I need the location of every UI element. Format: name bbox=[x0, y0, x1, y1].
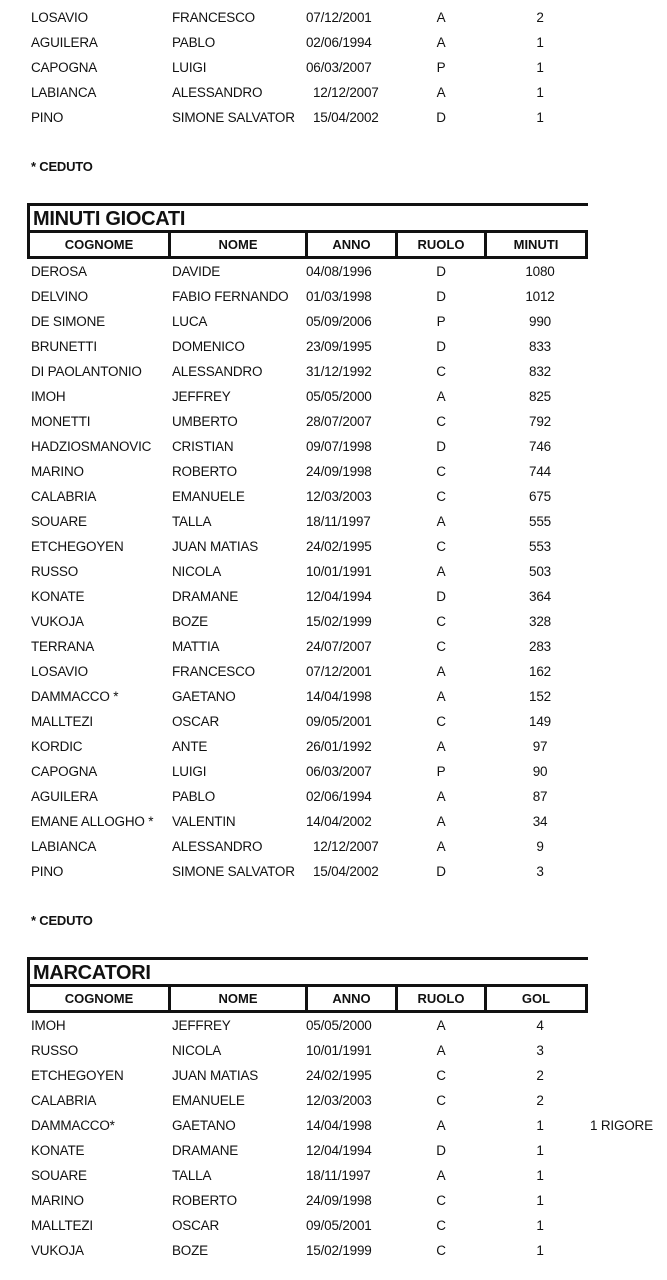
cell-ruolo: C bbox=[436, 1218, 446, 1233]
cell-valore: 97 bbox=[532, 739, 548, 754]
cell-nome: BOZE bbox=[172, 614, 208, 629]
cell-nome: LUCA bbox=[172, 314, 208, 329]
cell-cognome: DEROSA bbox=[31, 264, 87, 279]
table-row bbox=[0, 1238, 667, 1263]
cell-valore: 90 bbox=[532, 764, 548, 779]
header-anno: ANNO bbox=[308, 233, 398, 256]
cell-cognome: PINO bbox=[31, 864, 64, 879]
cell-nome: UMBERTO bbox=[172, 414, 238, 429]
cell-valore: 1012 bbox=[525, 289, 555, 304]
cell-cognome: HADZIOSMANOVIC bbox=[31, 439, 152, 454]
cell-anno: 12/12/2007 bbox=[313, 85, 379, 100]
cell-cognome: RUSSO bbox=[31, 564, 79, 579]
cell-anno: 12/04/1994 bbox=[306, 1143, 372, 1158]
cell-nome: JUAN MATIAS bbox=[172, 1068, 259, 1083]
table-row bbox=[0, 834, 667, 859]
cell-anno: 06/03/2007 bbox=[306, 764, 372, 779]
table-row bbox=[0, 784, 667, 809]
cell-ruolo: A bbox=[436, 1043, 446, 1058]
cell-anno: 06/03/2007 bbox=[306, 60, 372, 75]
cell-anno: 15/04/2002 bbox=[313, 110, 379, 125]
cell-anno: 12/03/2003 bbox=[306, 1093, 372, 1108]
cell-cognome: LABIANCA bbox=[31, 839, 97, 854]
cell-valore: 1 bbox=[536, 1243, 544, 1258]
cell-anno: 24/07/2007 bbox=[306, 639, 372, 654]
table-row bbox=[0, 359, 667, 384]
cell-nome: TALLA bbox=[172, 514, 212, 529]
table-row bbox=[0, 609, 667, 634]
cell-ruolo: C bbox=[436, 639, 446, 654]
cell-anno: 24/09/1998 bbox=[306, 1193, 372, 1208]
cell-anno: 04/08/1996 bbox=[306, 264, 372, 279]
cell-nome: DOMENICO bbox=[172, 339, 245, 354]
cell-cognome: DI PAOLANTONIO bbox=[31, 364, 142, 379]
cell-valore: 3 bbox=[536, 1043, 544, 1058]
header-nome: NOME bbox=[171, 987, 308, 1010]
cell-nome: EMANUELE bbox=[172, 489, 245, 504]
cell-valore: 1 bbox=[536, 1118, 544, 1133]
cell-ruolo: D bbox=[436, 864, 446, 879]
cell-cognome: PINO bbox=[31, 110, 64, 125]
cell-ruolo: A bbox=[436, 839, 446, 854]
table-row bbox=[0, 434, 667, 459]
cell-cognome: IMOH bbox=[31, 389, 66, 404]
cell-anno: 12/04/1994 bbox=[306, 589, 372, 604]
cell-anno: 01/03/1998 bbox=[306, 289, 372, 304]
marcatori-title-box bbox=[27, 957, 588, 985]
cell-nome: MATTIA bbox=[172, 639, 220, 654]
cell-anno: 09/07/1998 bbox=[306, 439, 372, 454]
cell-ruolo: D bbox=[436, 589, 446, 604]
cell-nome: OSCAR bbox=[172, 1218, 220, 1233]
cell-ruolo: A bbox=[436, 389, 446, 404]
cell-anno: 14/04/1998 bbox=[306, 1118, 372, 1133]
cell-valore: 283 bbox=[529, 639, 551, 654]
cell-cognome: LOSAVIO bbox=[31, 10, 88, 25]
cell-anno: 26/01/1992 bbox=[306, 739, 372, 754]
minuti-giocati-title-box bbox=[27, 203, 588, 231]
table-row bbox=[0, 734, 667, 759]
cell-cognome: MALLTEZI bbox=[31, 1218, 93, 1233]
cell-valore: 1080 bbox=[525, 264, 555, 279]
minuti-giocati-title: MINUTI GIOCATI bbox=[33, 208, 186, 230]
cell-valore: 2 bbox=[536, 10, 544, 25]
table-row bbox=[0, 1138, 667, 1163]
cell-nome: LUIGI bbox=[172, 764, 207, 779]
cell-nome: OSCAR bbox=[172, 714, 220, 729]
table-row bbox=[0, 1038, 667, 1063]
cell-cognome: ETCHEGOYEN bbox=[31, 539, 124, 554]
table-row bbox=[0, 384, 667, 409]
cell-ruolo: P bbox=[436, 314, 446, 329]
table-row bbox=[0, 1213, 667, 1238]
cell-cognome: DAMMACCO * bbox=[31, 689, 119, 704]
table-row bbox=[0, 5, 667, 30]
cell-valore: 990 bbox=[529, 314, 551, 329]
cell-cognome: EMANE ALLOGHO * bbox=[31, 814, 154, 829]
cell-ruolo: P bbox=[436, 60, 446, 75]
cell-cognome: CALABRIA bbox=[31, 1093, 97, 1108]
cell-valore: 553 bbox=[529, 539, 551, 554]
cell-nome: PABLO bbox=[172, 35, 216, 50]
cell-nome: ALESSANDRO bbox=[172, 839, 263, 854]
cell-anno: 05/09/2006 bbox=[306, 314, 372, 329]
cell-anno: 10/01/1991 bbox=[306, 1043, 372, 1058]
cell-nome: ALESSANDRO bbox=[172, 364, 263, 379]
cell-valore: 87 bbox=[532, 789, 548, 804]
cell-cognome: DE SIMONE bbox=[31, 314, 105, 329]
cell-anno: 12/12/2007 bbox=[313, 839, 379, 854]
cell-anno: 31/12/1992 bbox=[306, 364, 372, 379]
table-row bbox=[0, 334, 667, 359]
header-ruolo: RUOLO bbox=[398, 987, 487, 1010]
cell-anno: 23/09/1995 bbox=[306, 339, 372, 354]
cell-valore: 792 bbox=[529, 414, 551, 429]
cell-cognome: MARINO bbox=[31, 1193, 84, 1208]
table-row bbox=[0, 759, 667, 784]
cell-anno: 07/12/2001 bbox=[306, 10, 372, 25]
cell-cognome: LOSAVIO bbox=[31, 664, 88, 679]
cell-valore: 162 bbox=[529, 664, 551, 679]
cell-anno: 10/01/1991 bbox=[306, 564, 372, 579]
cell-valore: 1 bbox=[536, 110, 544, 125]
table-row bbox=[0, 534, 667, 559]
cell-valore: 3 bbox=[536, 864, 544, 879]
table-row bbox=[0, 1163, 667, 1188]
cell-nome: FABIO FERNANDO bbox=[172, 289, 289, 304]
cell-ruolo: C bbox=[436, 614, 446, 629]
cell-nome: ROBERTO bbox=[172, 1193, 237, 1208]
cell-anno: 15/04/2002 bbox=[313, 864, 379, 879]
cell-anno: 02/06/1994 bbox=[306, 35, 372, 50]
cell-valore: 503 bbox=[529, 564, 551, 579]
cell-nome: TALLA bbox=[172, 1168, 212, 1183]
cell-anno: 05/05/2000 bbox=[306, 1018, 372, 1033]
cell-cognome: IMOH bbox=[31, 1018, 66, 1033]
cell-anno: 24/09/1998 bbox=[306, 464, 372, 479]
cell-ruolo: A bbox=[436, 35, 446, 50]
marcatori-title: MARCATORI bbox=[33, 962, 151, 984]
cell-nome: FRANCESCO bbox=[172, 664, 255, 679]
cell-ruolo: A bbox=[436, 689, 446, 704]
cell-cognome: KORDIC bbox=[31, 739, 83, 754]
table-row bbox=[0, 1113, 667, 1138]
cell-cognome: CAPOGNA bbox=[31, 764, 98, 779]
header-cognome: COGNOME bbox=[30, 987, 171, 1010]
cell-cognome: KONATE bbox=[31, 1143, 85, 1158]
header-ruolo: RUOLO bbox=[398, 233, 487, 256]
table-row bbox=[0, 105, 667, 130]
cell-valore: 1 bbox=[536, 85, 544, 100]
cell-nome: NICOLA bbox=[172, 564, 222, 579]
cell-ruolo: C bbox=[436, 489, 446, 504]
marcatori-header bbox=[27, 984, 588, 1013]
cell-valore: 833 bbox=[529, 339, 551, 354]
cell-ruolo: C bbox=[436, 364, 446, 379]
cell-anno: 12/03/2003 bbox=[306, 489, 372, 504]
cell-cognome: DAMMACCO* bbox=[31, 1118, 115, 1133]
cell-ruolo: D bbox=[436, 110, 446, 125]
cell-cognome: ETCHEGOYEN bbox=[31, 1068, 124, 1083]
cell-nome: JUAN MATIAS bbox=[172, 539, 259, 554]
cell-ruolo: C bbox=[436, 1068, 446, 1083]
cell-anno: 15/02/1999 bbox=[306, 614, 372, 629]
cell-valore: 152 bbox=[529, 689, 551, 704]
minuti-giocati-header bbox=[27, 230, 588, 259]
cell-anno: 14/04/1998 bbox=[306, 689, 372, 704]
cell-nome: VALENTIN bbox=[172, 814, 236, 829]
cell-ruolo: D bbox=[436, 339, 446, 354]
cell-nome: SIMONE SALVATOR bbox=[172, 110, 295, 125]
cell-valore: 746 bbox=[529, 439, 551, 454]
cell-valore: 2 bbox=[536, 1093, 544, 1108]
table-row bbox=[0, 559, 667, 584]
cell-nome: GAETANO bbox=[172, 1118, 236, 1133]
cell-nome: JEFFREY bbox=[172, 389, 231, 404]
cell-valore: 832 bbox=[529, 364, 551, 379]
table-row bbox=[0, 409, 667, 434]
table-row bbox=[0, 509, 667, 534]
table-row bbox=[0, 284, 667, 309]
cell-ruolo: D bbox=[436, 289, 446, 304]
cell-nome: CRISTIAN bbox=[172, 439, 234, 454]
cell-valore: 1 bbox=[536, 35, 544, 50]
cell-valore: 744 bbox=[529, 464, 551, 479]
cell-valore: 1 bbox=[536, 1193, 544, 1208]
cell-ruolo: D bbox=[436, 264, 446, 279]
cell-ruolo: A bbox=[436, 739, 446, 754]
ceduto-note-minuti: * CEDUTO bbox=[31, 913, 93, 928]
cell-valore: 2 bbox=[536, 1068, 544, 1083]
table-row bbox=[0, 859, 667, 884]
table-row bbox=[0, 55, 667, 80]
cell-nome: DAVIDE bbox=[172, 264, 221, 279]
table-row bbox=[0, 1188, 667, 1213]
cell-valore: 149 bbox=[529, 714, 551, 729]
header-anno: ANNO bbox=[308, 987, 398, 1010]
table-row bbox=[0, 80, 667, 105]
cell-ruolo: A bbox=[436, 664, 446, 679]
cell-cognome: KONATE bbox=[31, 589, 85, 604]
cell-nome: LUIGI bbox=[172, 60, 207, 75]
cell-cognome: VUKOJA bbox=[31, 614, 84, 629]
cell-ruolo: P bbox=[436, 764, 446, 779]
cell-ruolo: C bbox=[436, 1243, 446, 1258]
cell-cognome: MONETTI bbox=[31, 414, 91, 429]
cell-ruolo: D bbox=[436, 1143, 446, 1158]
cell-ruolo: C bbox=[436, 414, 446, 429]
cell-valore: 825 bbox=[529, 389, 551, 404]
cell-valore: 34 bbox=[532, 814, 548, 829]
cell-valore: 1 bbox=[536, 1218, 544, 1233]
cell-ruolo: A bbox=[436, 1168, 446, 1183]
cell-nome: DRAMANE bbox=[172, 1143, 239, 1158]
cell-anno: 09/05/2001 bbox=[306, 1218, 372, 1233]
cell-cognome: BRUNETTI bbox=[31, 339, 97, 354]
table-row bbox=[0, 659, 667, 684]
cell-cognome: MARINO bbox=[31, 464, 84, 479]
table-row bbox=[0, 634, 667, 659]
cell-anno: 24/02/1995 bbox=[306, 1068, 372, 1083]
table-row bbox=[0, 709, 667, 734]
table-row bbox=[0, 809, 667, 834]
cell-nome: JEFFREY bbox=[172, 1018, 231, 1033]
table-row bbox=[0, 309, 667, 334]
cell-ruolo: A bbox=[436, 814, 446, 829]
cell-ruolo: C bbox=[436, 714, 446, 729]
cell-ruolo: A bbox=[436, 789, 446, 804]
cell-nome: GAETANO bbox=[172, 689, 236, 704]
cell-ruolo: A bbox=[436, 10, 446, 25]
cell-cognome: DELVINO bbox=[31, 289, 88, 304]
cell-anno: 05/05/2000 bbox=[306, 389, 372, 404]
cell-nome: ANTE bbox=[172, 739, 208, 754]
cell-valore: 1 bbox=[536, 1168, 544, 1183]
cell-cognome: LABIANCA bbox=[31, 85, 97, 100]
cell-ruolo: A bbox=[436, 514, 446, 529]
cell-nome: ROBERTO bbox=[172, 464, 237, 479]
cell-valore: 9 bbox=[536, 839, 544, 854]
header-nome: NOME bbox=[171, 233, 308, 256]
cell-ruolo: D bbox=[436, 439, 446, 454]
cell-nome: NICOLA bbox=[172, 1043, 222, 1058]
cell-ruolo: A bbox=[436, 564, 446, 579]
cell-cognome: MALLTEZI bbox=[31, 714, 93, 729]
table-row bbox=[0, 1063, 667, 1088]
cell-nome: EMANUELE bbox=[172, 1093, 245, 1108]
cell-cognome: SOUARE bbox=[31, 1168, 87, 1183]
cell-anno: 02/06/1994 bbox=[306, 789, 372, 804]
cell-note: 1 RIGORE bbox=[590, 1118, 653, 1133]
cell-anno: 18/11/1997 bbox=[306, 1168, 371, 1183]
cell-anno: 15/02/1999 bbox=[306, 1243, 372, 1258]
cell-ruolo: A bbox=[436, 1018, 446, 1033]
cell-cognome: AGUILERA bbox=[31, 789, 98, 804]
cell-cognome: TERRANA bbox=[31, 639, 95, 654]
ceduto-note-top: * CEDUTO bbox=[31, 159, 93, 174]
table-row bbox=[0, 484, 667, 509]
cell-ruolo: A bbox=[436, 1118, 446, 1133]
cell-cognome: CALABRIA bbox=[31, 489, 97, 504]
cell-nome: PABLO bbox=[172, 789, 216, 804]
cell-nome: FRANCESCO bbox=[172, 10, 255, 25]
cell-valore: 364 bbox=[529, 589, 551, 604]
cell-ruolo: C bbox=[436, 1093, 446, 1108]
cell-cognome: VUKOJA bbox=[31, 1243, 84, 1258]
cell-anno: 07/12/2001 bbox=[306, 664, 372, 679]
cell-anno: 14/04/2002 bbox=[306, 814, 372, 829]
cell-valore: 328 bbox=[529, 614, 551, 629]
cell-valore: 555 bbox=[529, 514, 551, 529]
cell-ruolo: C bbox=[436, 1193, 446, 1208]
cell-nome: DRAMANE bbox=[172, 589, 239, 604]
cell-valore: 1 bbox=[536, 1143, 544, 1158]
cell-ruolo: C bbox=[436, 464, 446, 479]
cell-valore: 675 bbox=[529, 489, 551, 504]
header-minuti: MINUTI bbox=[513, 237, 559, 252]
table-row bbox=[0, 1088, 667, 1113]
table-row bbox=[0, 1013, 667, 1038]
cell-valore: 4 bbox=[536, 1018, 544, 1033]
cell-cognome: AGUILERA bbox=[31, 35, 98, 50]
cell-anno: 18/11/1997 bbox=[306, 514, 371, 529]
cell-cognome: CAPOGNA bbox=[31, 60, 98, 75]
cell-cognome: SOUARE bbox=[31, 514, 87, 529]
table-row bbox=[0, 30, 667, 55]
cell-anno: 24/02/1995 bbox=[306, 539, 372, 554]
table-row bbox=[0, 259, 667, 284]
cell-nome: ALESSANDRO bbox=[172, 85, 263, 100]
header-gol: GOL bbox=[521, 991, 551, 1006]
table-row bbox=[0, 684, 667, 709]
cell-nome: BOZE bbox=[172, 1243, 208, 1258]
cell-anno: 09/05/2001 bbox=[306, 714, 372, 729]
cell-nome: SIMONE SALVATOR bbox=[172, 864, 295, 879]
header-cognome: COGNOME bbox=[30, 233, 171, 256]
table-row bbox=[0, 584, 667, 609]
cell-valore: 1 bbox=[536, 60, 544, 75]
table-row bbox=[0, 459, 667, 484]
cell-anno: 28/07/2007 bbox=[306, 414, 372, 429]
cell-ruolo: A bbox=[436, 85, 446, 100]
cell-ruolo: C bbox=[436, 539, 446, 554]
cell-cognome: RUSSO bbox=[31, 1043, 79, 1058]
